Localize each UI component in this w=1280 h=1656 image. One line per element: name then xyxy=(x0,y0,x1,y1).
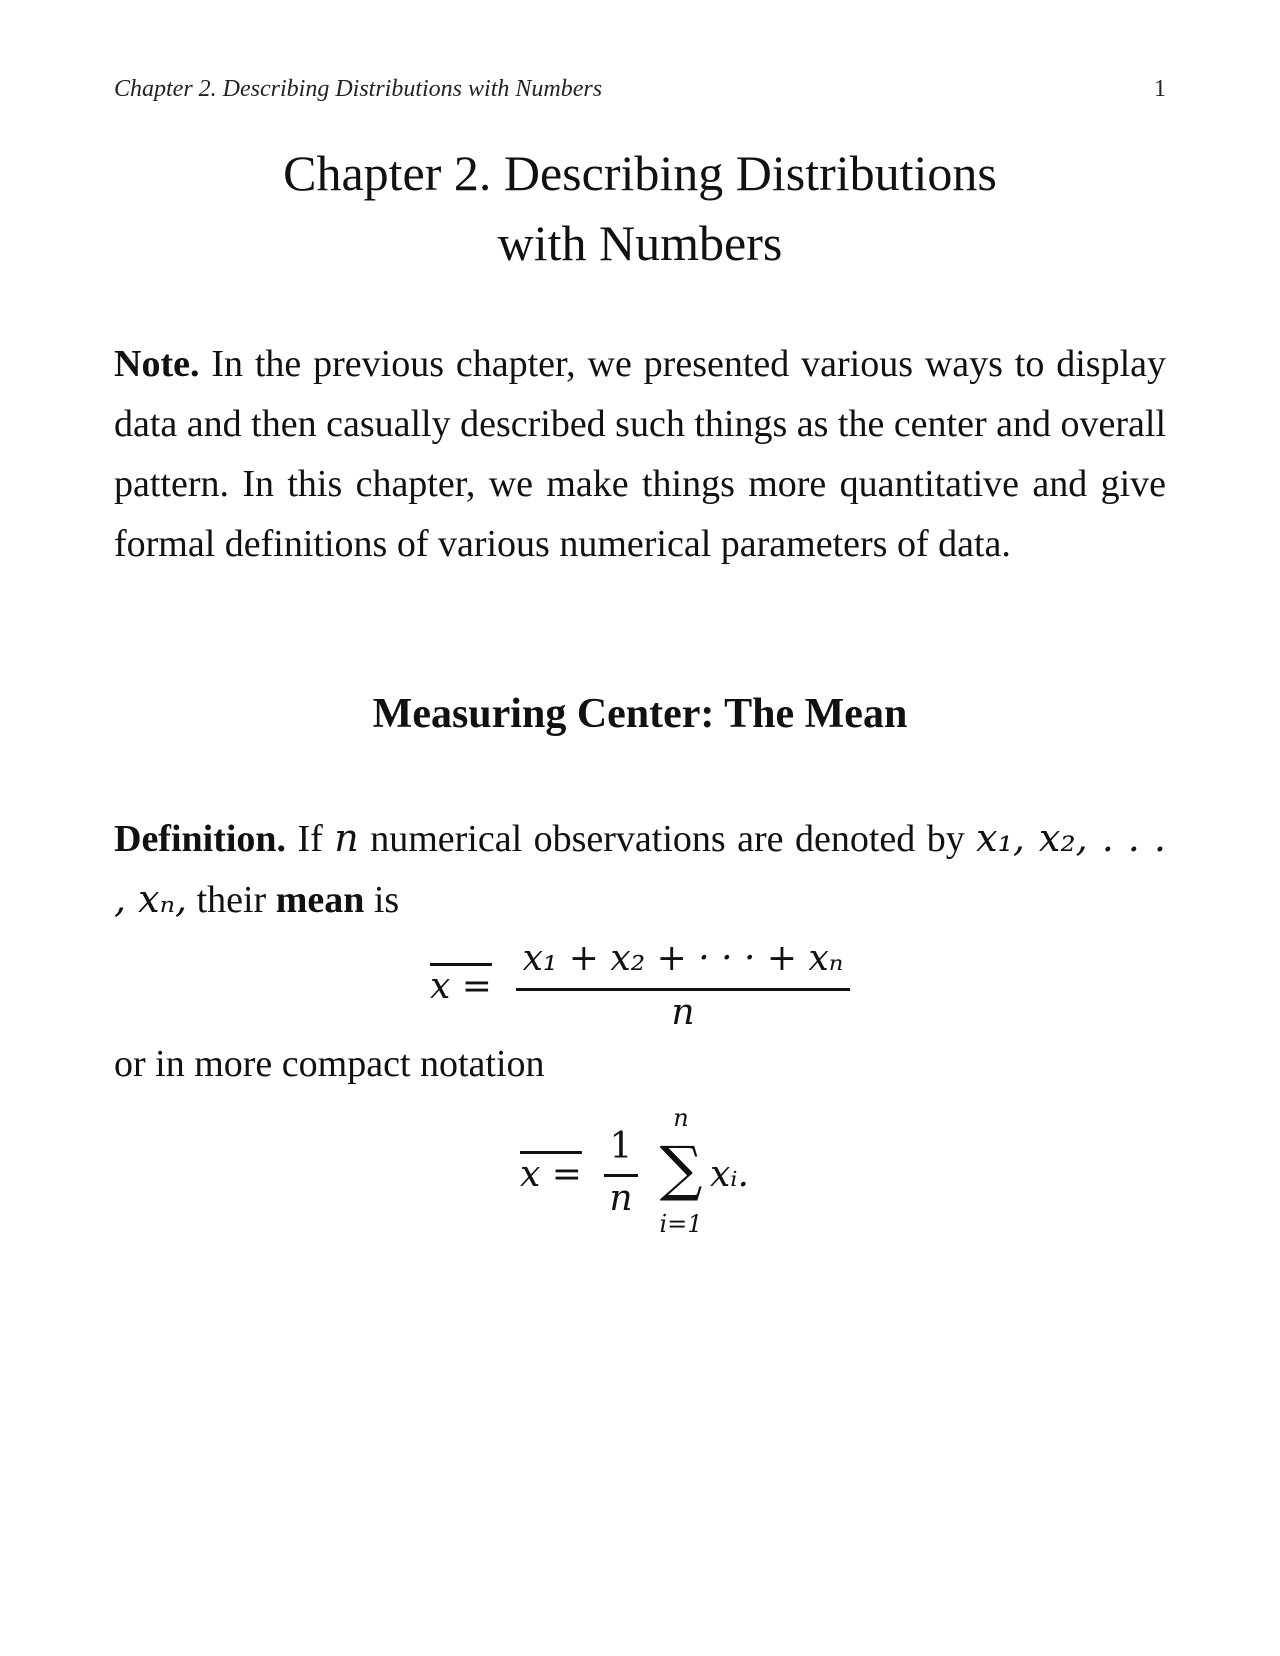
formula1-fraction-bar xyxy=(516,988,850,991)
definition-text-1: If xyxy=(297,818,323,860)
sum-upper-limit: n xyxy=(673,1104,689,1132)
chapter-title-line-1: Chapter 2. Describing Distributions xyxy=(283,145,997,201)
sum-term: xᵢ. xyxy=(710,1154,749,1195)
sum-lower-limit: i=1 xyxy=(659,1210,703,1238)
formula2-lhs: x = xyxy=(520,1154,582,1195)
formula2-fraction-bar xyxy=(604,1174,638,1177)
definition-label: Definition. xyxy=(114,818,287,860)
definition-mean-term: mean xyxy=(275,879,365,921)
definition-paragraph xyxy=(114,808,1166,930)
formula2-fraction-numerator: 1 xyxy=(609,1126,633,1167)
connector-text: or in more compact notation xyxy=(114,1043,545,1085)
note-label: Note. xyxy=(114,343,200,385)
section-heading: Measuring Center: The Mean xyxy=(372,691,908,737)
running-title: Chapter 2. Describing Distributions with Numbers xyxy=(114,76,603,102)
definition-text-2: numerical observations are denoted by xyxy=(370,818,965,860)
definition-var-n: n xyxy=(334,816,359,860)
sigma-symbol: ∑ xyxy=(659,1134,703,1204)
formula2-fraction-denominator: n xyxy=(609,1178,633,1219)
formula1-denominator: n xyxy=(671,992,695,1033)
chapter-title-line-2: with Numbers xyxy=(497,215,783,271)
formula1-numerator: x₁ + x₂ + · · · + xₙ xyxy=(522,938,844,979)
mean-formula-expanded xyxy=(430,938,850,1033)
mean-formula-compact xyxy=(520,1104,780,1248)
definition-text-4: is xyxy=(373,879,400,921)
formula1-lhs: x = xyxy=(430,966,492,1007)
definition-text-3: their xyxy=(196,879,267,921)
note-text: In the previous chapter, we presented various ways to display data and then casually described such things as the center and overall pattern. In this chapter, we make things more quantitative and give formal definitions of various numerical parameters of data. xyxy=(114,343,1166,565)
chapter-title xyxy=(0,138,1280,278)
note-paragraph xyxy=(114,334,1166,574)
definition-sequence: x₁, x₂, . . . , xₙ, xyxy=(114,816,1166,921)
running-header xyxy=(114,76,1166,103)
page-number: 1 xyxy=(1154,76,1166,102)
